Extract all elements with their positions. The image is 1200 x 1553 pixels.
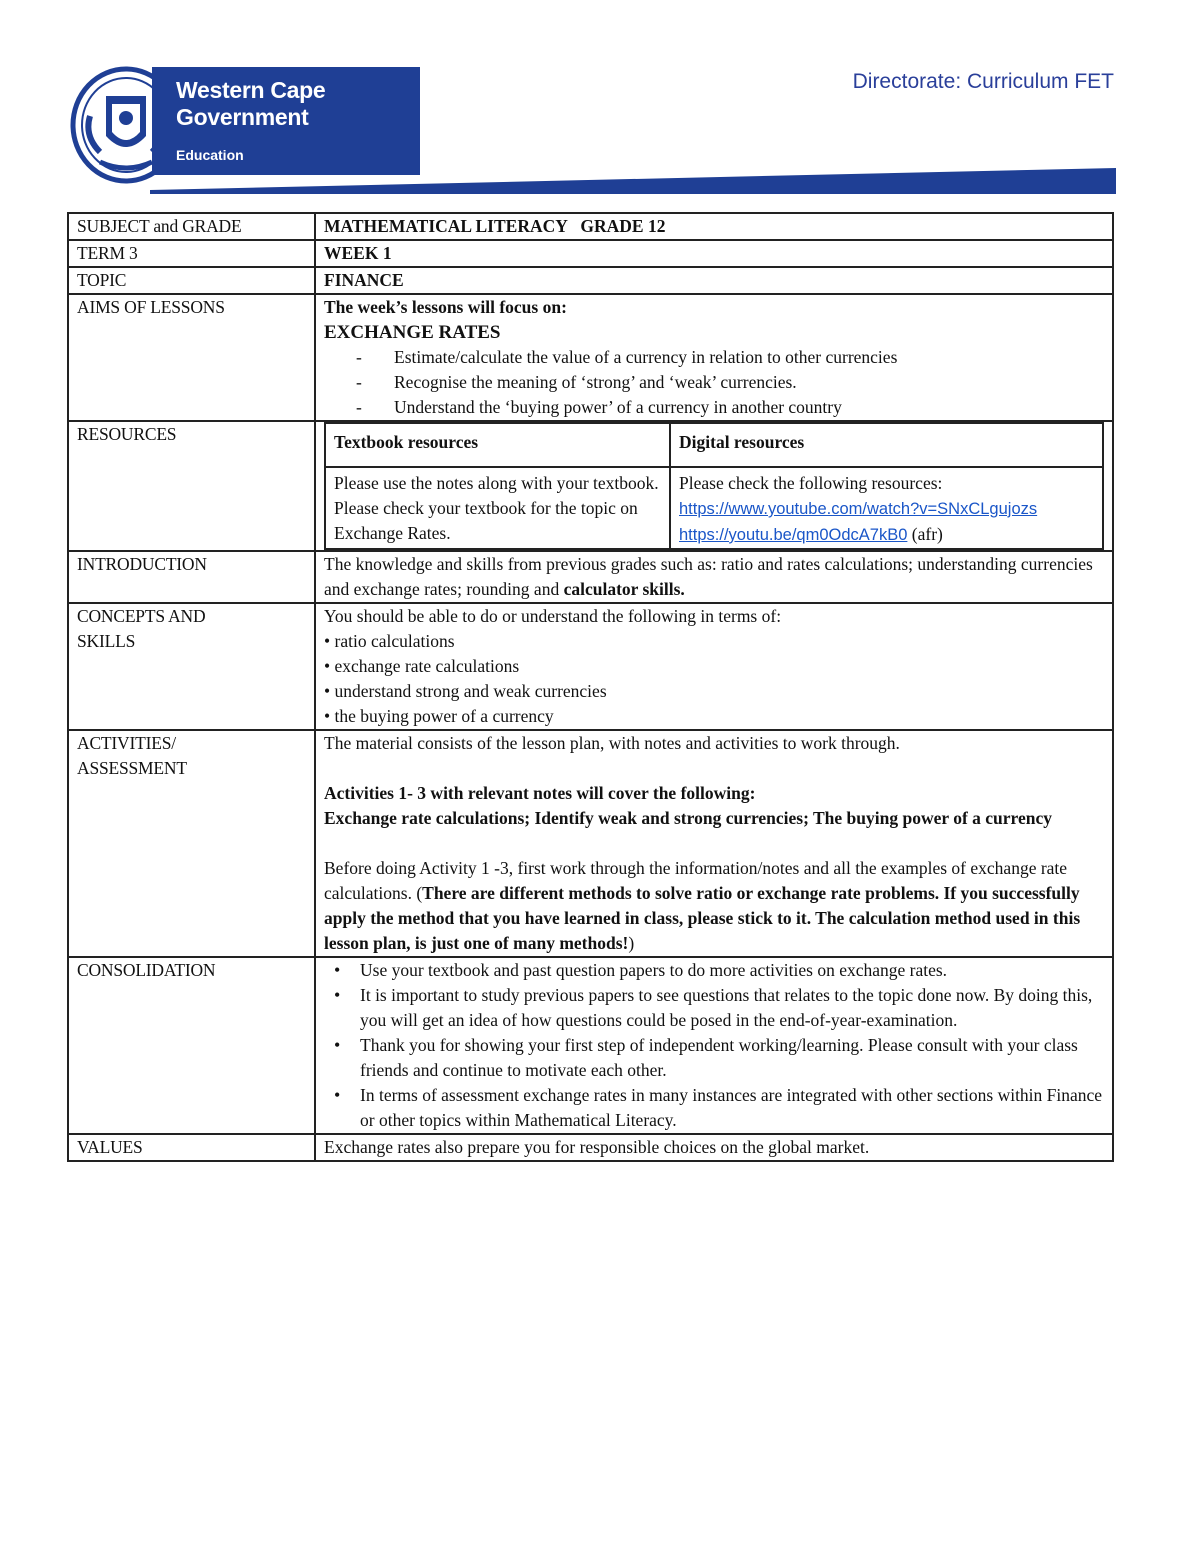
introduction-label: INTRODUCTION	[68, 551, 315, 603]
resources-content	[315, 421, 1113, 551]
resources-label: RESOURCES	[68, 421, 315, 551]
row-resources	[68, 421, 1113, 551]
values-text: Exchange rates also prepare you for responsible choices on the global market.	[315, 1134, 1113, 1161]
list-item: • the buying power of a currency	[324, 706, 554, 726]
row-introduction	[68, 551, 1113, 603]
textbook-resources-text: Please use the notes along with your textbook. Please check your textbook for the topic on Exchange Rates.	[325, 467, 670, 549]
digital-resources-content	[670, 467, 1103, 549]
list-item: - Recognise the meaning of ‘strong’ and ‘weak’ currencies.	[356, 370, 1104, 395]
aims-heading: EXCHANGE RATES	[324, 322, 501, 343]
activities-bold-1: Activities 1- 3 with relevant notes will cover the following:	[324, 783, 756, 803]
topic-value: FINANCE	[315, 267, 1113, 294]
concepts-label: CONCEPTS AND SKILLS	[68, 603, 315, 730]
introduction-content	[315, 551, 1113, 603]
row-concepts	[68, 603, 1113, 730]
subject-value: MATHEMATICAL LITERACY GRADE 12	[315, 213, 1113, 240]
row-topic	[68, 267, 1113, 294]
row-values	[68, 1134, 1113, 1161]
youtube-link-1[interactable]: https://www.youtube.com/watch?v=SNxCLgujozs	[679, 500, 1038, 518]
list-item: - Estimate/calculate the value of a currency in relation to other currencies	[356, 345, 1104, 370]
consolidation-label: CONSOLIDATION	[68, 957, 315, 1134]
logo-banner	[152, 67, 420, 175]
header-divider-bar	[150, 168, 1116, 194]
introduction-bold: calculator skills.	[563, 579, 685, 599]
list-item: • ratio calculations	[324, 631, 455, 651]
list-item: • It is important to study previous papers to see questions that relates to the topic done now. By doing this, you will get an idea of how questions could be posed in the end-of-year-examination.	[324, 983, 1104, 1033]
row-activities	[68, 730, 1113, 957]
digital-resources-intro: Please check the following resources:	[679, 473, 943, 493]
topic-label: TOPIC	[68, 267, 315, 294]
aims-label: AIMS OF LESSONS	[68, 294, 315, 421]
activities-bold-2: Exchange rate calculations; Identify weak and strong currencies; The buying power of a currency	[324, 808, 1053, 828]
concepts-content	[315, 603, 1113, 730]
resources-table	[324, 422, 1104, 550]
consolidation-list	[324, 958, 1104, 1133]
introduction-text: The knowledge and skills from previous grades such as: ratio and rates calculations; understanding currencies and exchange rates; rounding and	[324, 554, 1093, 599]
activities-content	[315, 730, 1113, 957]
concepts-intro: You should be able to do or understand the following in terms of:	[324, 606, 782, 626]
logo-title: Western Cape Government	[176, 77, 326, 130]
textbook-resources-heading: Textbook resources	[325, 423, 670, 467]
list-item: • In terms of assessment exchange rates in many instances are integrated with other sections within Finance or other topics within Mathematical Literacy.	[324, 1083, 1104, 1133]
row-term	[68, 240, 1113, 267]
directorate-title: Directorate: Curriculum FET	[852, 70, 1114, 93]
consolidation-content	[315, 957, 1113, 1134]
digital-resources-heading: Digital resources	[670, 423, 1103, 467]
youtube-link-2[interactable]: https://youtu.be/qm0OdcA7kB0	[679, 526, 908, 544]
term-label: TERM 3	[68, 240, 315, 267]
values-label: VALUES	[68, 1134, 315, 1161]
aims-intro: The week’s lessons will focus on:	[324, 297, 567, 317]
row-consolidation	[68, 957, 1113, 1134]
activities-paragraph-3: Before doing Activity 1 -3, first work through the information/notes and all the examples of exchange rate calculations. (There are different methods to solve ratio or exchange rate problems. If you successfully apply the method that you have learned in class, please stick to it. The calculation method used in this lesson plan, is just one of many methods!)	[324, 858, 1081, 953]
row-aims	[68, 294, 1113, 421]
list-item: • Use your textbook and past question papers to do more activities on exchange rates.	[324, 958, 1104, 983]
week-value: WEEK 1	[315, 240, 1113, 267]
row-subject	[68, 213, 1113, 240]
lesson-plan-table	[67, 212, 1114, 1162]
aims-content	[315, 294, 1113, 421]
link-2-suffix: (afr)	[907, 524, 943, 544]
aims-list	[324, 345, 1104, 420]
list-item: • understand strong and weak currencies	[324, 681, 607, 701]
activities-paragraph-1: The material consists of the lesson plan, with notes and activities to work through.	[324, 733, 900, 753]
logo-subtitle: Education	[176, 147, 244, 163]
list-item: - Understand the ‘buying power’ of a currency in another country	[356, 395, 1104, 420]
activities-label: ACTIVITIES/ ASSESSMENT	[68, 730, 315, 957]
list-item: • Thank you for showing your first step of independent working/learning. Please consult with your class friends and continue to motivate each other.	[324, 1033, 1104, 1083]
subject-label: SUBJECT and GRADE	[68, 213, 315, 240]
list-item: • exchange rate calculations	[324, 656, 520, 676]
